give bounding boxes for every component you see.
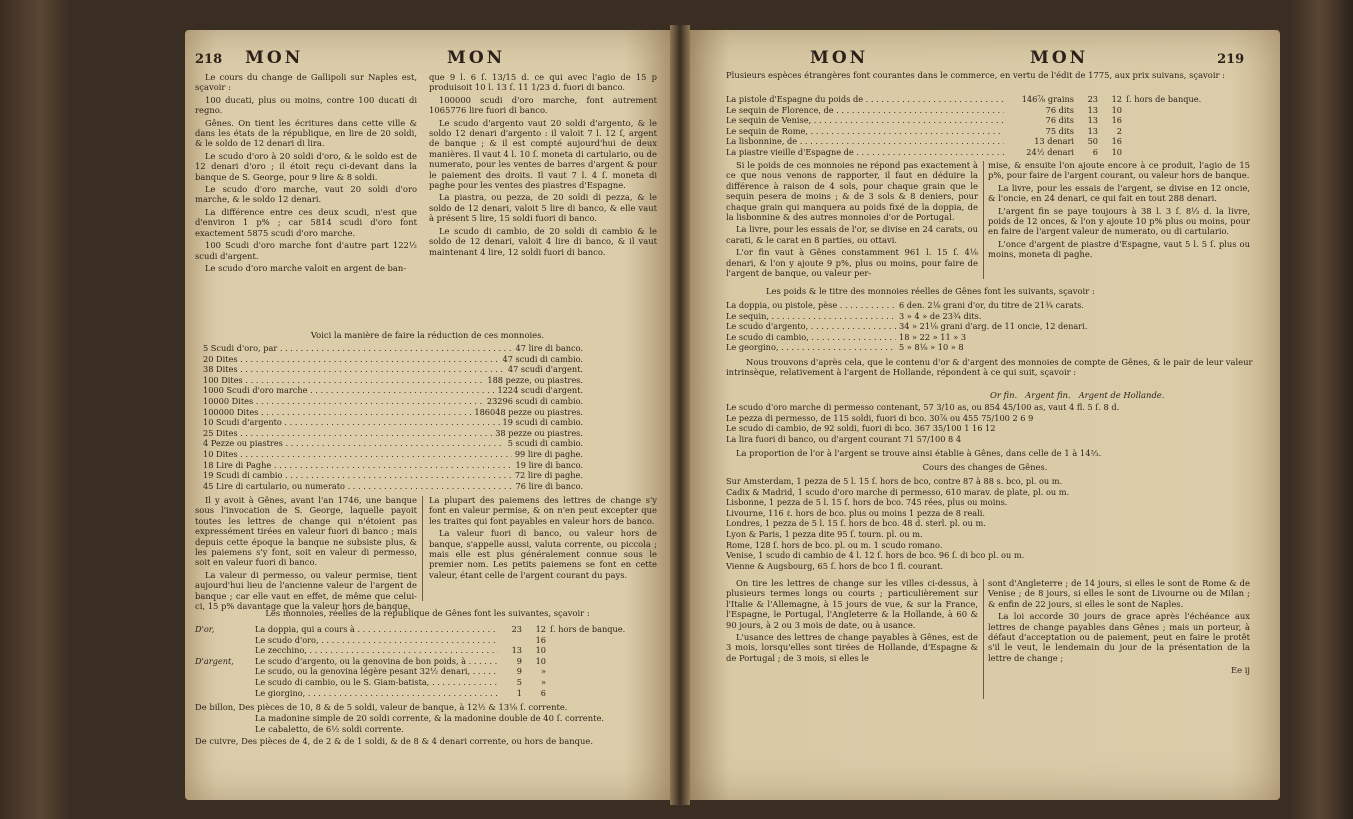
- coin-soldi: 2: [1116, 125, 1122, 136]
- row-label: Le georgino, . . .: [726, 342, 896, 353]
- table-row: [203, 438, 583, 449]
- row-label: 10000 Dites . . .: [203, 396, 484, 407]
- table-row: [195, 666, 660, 677]
- cours-table: [726, 476, 1256, 571]
- row-value: 34 » 21⅛ grani d'arg. de 11 oncie, 12 denari.: [899, 321, 1088, 332]
- coin-soldi: »: [540, 666, 546, 677]
- table-row: [203, 449, 583, 460]
- row-label: 10 Scudi d'argento . . .: [203, 417, 500, 428]
- right-bottom-col1: [726, 578, 978, 665]
- row-value: 188 pezze, ou piastres.: [487, 374, 583, 385]
- table-row: [203, 343, 583, 354]
- table-row: [726, 115, 1236, 126]
- coin-name: Le scudo d'oro, . . .: [255, 635, 498, 646]
- coin-note: [1122, 115, 1236, 126]
- table-row: [195, 635, 660, 646]
- table-row: [726, 105, 1236, 116]
- row-value: 72 lire di paghe.: [514, 470, 583, 481]
- coin-note: ſ. hors de banque.: [550, 624, 626, 634]
- row-label: 45 Lire di cartulario, ou numerato . . .: [203, 481, 513, 492]
- row-label: 100 Dites . . .: [203, 375, 484, 386]
- nous-trouvons: Nous trouvons d'après cela, que le contenu d'or & d'argent des monnoies de compte de Gênes, & le pair de leur valeur intrinsèque, relativement à l'argent de Hollande, répondent à ce qui suit, sçavoir :: [726, 357, 1253, 378]
- row-label: 18 Lire di Paghe . . .: [203, 460, 513, 471]
- table-row: [203, 470, 583, 481]
- reduction-table: [203, 343, 583, 491]
- coin-name: La doppia, qui a cours à . . .: [255, 624, 498, 635]
- paragraph: La livre, pour les essais de l'or, se divise en 24 carats, ou carati, & le carat en 8 parties, ou ottavi.: [726, 224, 978, 245]
- row-label: 10 Dites . . .: [203, 449, 512, 460]
- row-label: 20 Dites . . .: [203, 354, 500, 365]
- table-row: Lisbonne, 1 pezza de 5 l. 15 ſ. hors de bco. 745 rées, plus ou moins.: [726, 497, 1008, 508]
- paragraph: La livre, pour les essais de l'argent, se divise en 12 oncie, & l'oncie, en 24 denari, ce qui fait en tout 288 denari.: [988, 182, 1250, 204]
- coin-weight: 76 dits: [1045, 104, 1074, 115]
- right-col1: [726, 160, 978, 280]
- coin-name: Le zecchino, . . .: [255, 645, 498, 656]
- paragraph: que 9 l. 6 ſ. 13/15 d. ce qui avec l'agio de 15 p produisoit 10 l. 13 ſ. 11 1/23 d. fuori di banco.: [429, 72, 657, 93]
- row-label: 5 Scudi d'oro, par . . .: [203, 343, 513, 354]
- row-value: 76 lire di banco.: [515, 480, 583, 491]
- table-row: [195, 624, 660, 635]
- table-row: [203, 375, 583, 386]
- row-value: 19 scudi di cambio.: [502, 417, 583, 428]
- coin-weight: 146⅞ grains: [1021, 94, 1074, 104]
- coin-note: [1122, 126, 1236, 137]
- paragraph: La piastra, ou pezza, de 20 soldi di pezza, & le soldo de 12 denari, valoit 5 lire di banco, & elle vaut à présent 5 lire, 15 soldi fuori di banco.: [429, 192, 657, 224]
- table-row: Le pezza di permesso, de 115 soldi, fuori di bco. 30⅞ ou 455 75/100 2 6 9: [726, 412, 1034, 423]
- coin-weight: 75 dits: [1045, 125, 1074, 136]
- coin-category: [195, 677, 255, 688]
- table-row: Lyon & Paris, 1 pezza dite 95 ſ. tourn. pl. ou m.: [726, 528, 923, 539]
- table-row: [726, 342, 1246, 353]
- coin-lire: 6: [1092, 146, 1098, 157]
- paragraph: Il y avoit à Gênes, avant l'an 1746, une banque sous l'invocation de S. George, laquelle payoit toutes les lettres de change qui n'étoient pas expressément tirées en valeur fuori di banco ; mais depuis cette époque la banque ne subsiste plus, & les paiemens s'y font, soit en valeur di permesso, soit en valeur fuori di banco.: [195, 495, 417, 568]
- paragraph: sont d'Angleterre ; de 14 jours, si elles le sont de Rome & de Venise ; de 8 jours, si elles le sont de Livourne ou de Milan ; & enfin de 22 jours, si elles le sont de Naples.: [988, 578, 1250, 609]
- coin-soldi: 10: [1111, 146, 1122, 157]
- left-header-right: MON: [447, 48, 506, 68]
- table-row: [726, 94, 1236, 105]
- table-row: [195, 656, 660, 667]
- coin-note: [546, 656, 660, 667]
- coin-name: La pistole d'Espagne du poids de . . .: [726, 94, 1004, 105]
- table-row: Le scudo d'oro marche di permesso contenant, 57 3/10 as, ou 854 45/100 as, vaut 4 fl. 5 ſ. 8 d.: [726, 402, 1120, 412]
- coin-name: Le sequin de Venise, . . .: [726, 115, 1004, 126]
- paragraph: Le scudo d'oro à 20 soldi d'oro, & le soldo est de 12 denari d'oro ; il étoit reçu ci-devant dans la banque de S. George, pour 9 lire & 8 soldi.: [195, 150, 417, 182]
- row-value: 23296 scudi di cambio.: [486, 395, 583, 406]
- table-row: [203, 385, 583, 396]
- table-row: [203, 417, 583, 428]
- right-page: [690, 30, 1280, 800]
- left-page-number: 218: [195, 52, 223, 67]
- reduction-title: Voici la manière de faire la réduction de ces monnoies.: [310, 330, 545, 340]
- coin-lire: 1: [516, 687, 522, 698]
- row-label: 1000 Scudi d'oro marche . . .: [203, 385, 494, 396]
- coin-lire: 13: [1087, 125, 1098, 136]
- paragraph: Gênes. On tient les écritures dans cette ville & dans les états de la république, en lire de 20 soldi, & le soldo de 12 denari di lira.: [195, 117, 417, 149]
- right-col2: [988, 160, 1250, 262]
- table-row: [195, 645, 660, 656]
- coin-lire: 9: [516, 666, 522, 677]
- coin-soldi: 12: [535, 624, 546, 634]
- column-rule: [983, 579, 984, 699]
- row-label: 4 Pezze ou piastres . . .: [203, 438, 505, 449]
- coin-soldi: 10: [535, 645, 546, 656]
- table-row: Venise, 1 scudo di cambio de 4 l. 12 ſ. hors de bco. 96 ſ. di bco pl. ou m.: [726, 550, 1025, 561]
- coin-name: Le sequin de Florence, de . . .: [726, 105, 1004, 116]
- table-row: [726, 136, 1236, 147]
- table-row: Cadix & Madrid, 1 scudo d'oro marche di permesso, 610 marav. de plate, pl. ou m.: [726, 486, 1070, 497]
- right-header-right: MON: [1030, 48, 1089, 68]
- row-label: 100000 Dites . . .: [203, 407, 471, 418]
- left-col1: [195, 72, 417, 275]
- left-lower-col1: [195, 495, 417, 613]
- paragraph: L'usance des lettres de change payables à Gênes, est de 3 mois, lorsqu'elles sont tirées de Hollande, d'Espagne & de Portugal ; de 3 mois, si elles le: [726, 632, 978, 663]
- coin-name: Le scudo di cambio, ou le S. Giam-batista, . . .: [255, 677, 498, 688]
- coin-soldi: 10: [1111, 104, 1122, 115]
- row-label: Le scudo di cambio, . . .: [726, 332, 896, 343]
- paragraph: La différence entre ces deux scudi, n'est que d'environ 1 p% ; car 5814 scudi d'oro font exactement 5875 scudi d'oro marche.: [195, 206, 417, 238]
- row-label: 38 Dites . . .: [203, 364, 505, 375]
- right-header-left: MON: [810, 48, 869, 68]
- paragraph: L'argent fin se paye toujours à 38 l. 3 ſ. 8⅓ d. la livre, poids de 12 onces, & l'on y ajoute 10 p% plus ou moins, pour en faire de l'argent valeur de numerato, ou di cartulario.: [988, 205, 1250, 237]
- coin-lire: 5: [516, 676, 522, 687]
- row-label: Le scudo d'argento, . . .: [726, 321, 896, 332]
- row-value: 6 den. 2⅛ grani d'or, du titre de 21¾ carats.: [899, 300, 1084, 310]
- left-header-left: MON: [245, 48, 304, 68]
- paragraph: On tire les lettres de change sur les villes ci-dessus, à plusieurs termes longs ou courts ; particulièrement sur l'Italie & l'Allemagne, à 15 jours de vue, & sur la France, l'Espagne, le Portugal, l'Angleterre & la Hollande, à 60 & 90 jours, à 2 ou 3 mois de date, ou à usance.: [726, 578, 978, 630]
- monnoies-title: Les monnoies, réelles de la république de Gênes font les suivantes, sçavoir :: [265, 608, 590, 618]
- paragraph: Si le poids de ces monnoies ne répond pas exactement à ce que nous venons de rapporter, il faut en déduire la différence à raison de 4 sols, pour chaque grain que le sequin pesera de moins ; & de 3 sols & 8 deniers, pour chaque grain qui manquera au poids fixé de la doppia, de la lisbonnine & des autres monnoies d'or de Portugal.: [726, 160, 978, 223]
- row-value: 47 scudi d'argent.: [507, 364, 583, 375]
- coin-weight: 13 denari: [1034, 136, 1074, 147]
- coin-note: ſ. hors de banque.: [1126, 94, 1202, 104]
- table-row: [203, 396, 583, 407]
- left-lower-col2: [429, 495, 657, 582]
- paragraph: La plupart des paiemens des lettres de change s'y font en valeur permise, & on n'en peut excepter que les traites qui font payables en valeur hors de banco.: [429, 495, 657, 526]
- table-row: [203, 428, 583, 439]
- left-col2: [429, 72, 657, 259]
- coin-name: Le scudo, ou la genovina légère pesant 32½ denari, . . .: [255, 666, 498, 677]
- coin-name: Le scudo d'argento, ou la genovina de bon poids, à . . .: [255, 656, 498, 667]
- coin-category: [195, 688, 255, 699]
- paragraph: Le scudo d'oro marche, vaut 20 soldi d'oro marche, & le soldo 12 denari.: [195, 184, 417, 205]
- coin-lire: [498, 635, 522, 646]
- cuivre-line: De cuivre, Des pièces de 4, de 2 & de 1 soldi, & de 8 & 4 denari corrente, ou hors de banque.: [195, 736, 593, 746]
- table-row: [203, 407, 583, 418]
- row-label: La doppia, ou pistole, pèse . . .: [726, 300, 896, 311]
- coin-note: [546, 635, 660, 646]
- coin-note: [546, 688, 660, 699]
- coin-lire: 13: [511, 645, 522, 656]
- cabaletto-line: Le cabaletto, de 6½ soldi corrente.: [255, 724, 404, 734]
- table-row: La lira fuori di banco, ou d'argent courant 71 57/100 8 4: [726, 433, 962, 444]
- coin-category: D'argent,: [195, 655, 234, 666]
- coin-weight: 24½ denari: [1026, 146, 1074, 157]
- coin-category: [195, 666, 255, 677]
- paragraph: La valeur fuori di banco, ou valeur hors de banque, s'appelle aussi, valuta corrente, ou piccola ; mais elle est plus généralement connue sous le premier nom. Les petits paiemens se font en cette valeur, étant celle de l'argent courant du pays.: [429, 528, 657, 580]
- titre-table: [726, 300, 1246, 353]
- coin-soldi: 6: [540, 687, 546, 698]
- coin-lire: 50: [1087, 136, 1098, 147]
- row-value: 38 pezze ou piastres.: [495, 427, 583, 438]
- table-row: [203, 354, 583, 365]
- coin-name: Le giorgino, . . .: [255, 688, 498, 699]
- table-row: [195, 688, 660, 699]
- coin-lire: 13: [1087, 115, 1098, 126]
- row-value: 47 lire di banco.: [515, 343, 583, 353]
- pair-table: [726, 402, 1256, 444]
- row-value: 5 » 8⅛ » 10 » 8: [899, 342, 964, 353]
- book-gutter: [670, 25, 690, 805]
- paragraph: 100000 scudi d'oro marche, font autrement 1065776 lire fuori di banco.: [429, 94, 657, 116]
- paragraph: Le scudo di cambio, de 20 soldi di cambio & le soldo de 12 denari, valoit 4 lire di banco, & il vaut maintenant 4 lire, 12 soldi fuori di banco.: [429, 225, 657, 257]
- coin-note: [1122, 136, 1236, 147]
- table-row: [203, 364, 583, 375]
- coin-note: [1122, 105, 1236, 116]
- right-bottom-col2: [988, 578, 1250, 678]
- table-row: [195, 677, 660, 688]
- row-value: 18 » 22 » 11 » 3: [899, 331, 967, 342]
- table-row: Le scudo di cambio, de 92 soldi, fuori di bco. 367 35/100 1 16 12: [726, 423, 996, 434]
- coin-soldi: 10: [535, 655, 546, 666]
- coin-note: [1122, 147, 1236, 158]
- paragraph: L'once d'argent de piastre d'Espagne, vaut 5 l. 5 ſ. plus ou moins, moneta di paghe.: [988, 238, 1250, 260]
- paragraph: La loi accorde 30 jours de grace après l'échéance aux lettres de change payables dans Gênes ; mais un porteur, à défaut d'acceptation ou de paiement, peut en faire le protêt s'il le veut, le lendemain du jour de la présentation de la lettre de change ;: [988, 611, 1250, 663]
- row-value: 186048 pezze ou piastres.: [474, 406, 583, 417]
- row-value: 3 » 4 » de 23¾ dits.: [899, 310, 982, 321]
- row-value: 19 lire di banco.: [515, 459, 583, 470]
- row-label: Le sequin, . . .: [726, 311, 896, 322]
- row-value: 5 scudi di cambio.: [507, 438, 583, 449]
- coin-lire: 23: [511, 624, 522, 634]
- paragraph: Le cours du change de Gallipoli sur Naples est, sçavoir :: [195, 72, 417, 93]
- titre-title: Les poids & le titre des monnoies réelles de Gênes font les suivants, sçavoir :: [766, 286, 1095, 296]
- coin-category: D'or,: [195, 624, 215, 634]
- paragraph: La valeur di permesso, ou valeur permise, tient aujourd'hui lieu de l'ancienne valeur de l'argent de banque ; car elle vaut en effet, de même que celui-ci, 15 p% davantage que la valeur hors de banque.: [195, 569, 417, 612]
- coin-lire: 9: [516, 655, 522, 666]
- table-row: [726, 311, 1246, 322]
- row-label: 19 Scudi di cambio . . .: [203, 470, 512, 481]
- paragraph: L'or fin vaut à Gênes constamment 961 l. 15 ſ. 4⅛ denari, & l'on y ajoute 9 p%, plus ou moins, pour faire de l'argent de banque, ou valeur per-: [726, 247, 978, 279]
- row-value: 99 lire di paghe.: [514, 448, 583, 459]
- billon-line: De billon, Des pièces de 10, 8 & de 5 soldi, valeur de banque, à 12½ & 13⅛ ſ. corrente.: [195, 702, 568, 712]
- coin-note: [546, 677, 660, 688]
- row-value: 1224 scudi d'argent.: [497, 385, 583, 396]
- table-row: [726, 332, 1246, 343]
- column-rule: [422, 496, 423, 601]
- catchword: Ee ij: [1230, 665, 1250, 676]
- paragraph: mise, & ensuite l'on ajoute encore à ce produit, l'agio de 15 p%, pour faire de l'argent courant, ou valeur hors de banque.: [988, 160, 1250, 181]
- table-row: [726, 147, 1236, 158]
- paragraph: 100 Scudi d'oro marche font d'autre part 122½ scudi d'argent.: [195, 240, 417, 261]
- intro-text: Plusieurs espèces étrangères font courantes dans le commerce, en vertu de l'édit de 1775, aux prix suivans, sçavoir :: [726, 70, 1225, 80]
- coin-category: [195, 635, 255, 646]
- table-row: [726, 321, 1246, 332]
- right-page-number: 219: [1217, 52, 1245, 67]
- coin-name: La lisbonnine, de . . .: [726, 136, 1004, 147]
- column-rule: [983, 161, 984, 279]
- paragraph: 100 ducati, plus ou moins, contre 100 ducati di regno.: [195, 94, 417, 116]
- coin-weight: 76 dits: [1045, 115, 1074, 126]
- row-label: 25 Dites . . .: [203, 428, 492, 439]
- table-row: [726, 300, 1246, 311]
- table-row: Rome, 128 ſ. hors de bco. pl. ou m. 1 scudo romano.: [726, 539, 943, 550]
- coin-soldi: 16: [1111, 115, 1122, 126]
- proportion-text: La proportion de l'or à l'argent se trouve ainsi établie à Gênes, dans celle de 1 à 14⅔.: [736, 448, 1102, 458]
- madonine-line: La madonine simple de 20 soldi corrente, & la madonine double de 40 ſ. corrente.: [255, 713, 605, 723]
- monnoies-table: [195, 624, 660, 698]
- coin-lire: 13: [1087, 104, 1098, 115]
- table-row: [726, 126, 1236, 137]
- table-row: Sur Amsterdam, 1 pezza de 5 l. 15 ſ. hors de bco, contre 87 à 88 s. bco, pl. ou m.: [726, 476, 1063, 486]
- coin-soldi: 16: [535, 634, 546, 645]
- cours-title: Cours des changes de Gênes.: [922, 462, 1048, 472]
- paragraph: Le scudo d'argento vaut 20 soldi d'argento, & le soldo 12 denari d'argento : il valoit 7 l. 12 ſ, argent de banque ; & il est compté aujourd'hui de deux manières. Il vaut 4 l. 10 ſ. moneta di cartulario, ou de numerato, pour les ventes de barres d'argent & pour le paiement des droits. Il vaut 7 l. 4 ſ. moneta di paghe pour les ventes des piastres d'Espagne.: [429, 117, 657, 191]
- coin-soldi: 12: [1111, 94, 1122, 104]
- coin-soldi: 16: [1111, 136, 1122, 147]
- table-row: [203, 460, 583, 471]
- coin-note: [546, 645, 660, 656]
- table-row: Livourne, 116 ℓ. hors de bco. plus ou moins 1 pezza de 8 reali.: [726, 507, 986, 518]
- table-row: Londres, 1 pezza de 5 l. 15 ſ. hors de bco. 48 d. sterl. pl. ou m.: [726, 518, 986, 529]
- coin-lire: 23: [1087, 94, 1098, 104]
- left-page: [185, 30, 670, 800]
- coin-note: [546, 666, 660, 677]
- foreign-coins-table: [726, 94, 1236, 158]
- table-row: Vienne & Augsbourg, 65 ſ. hors de bco 1 fl. courant.: [726, 560, 944, 571]
- coin-name: Le sequin de Rome, . . .: [726, 126, 1004, 137]
- pair-header: Or fin. Argent fin. Argent de Hollande.: [990, 390, 1165, 400]
- paragraph: Le scudo d'oro marche valoit en argent de ban-: [205, 262, 407, 273]
- row-value: 47 scudi di cambio.: [502, 353, 583, 364]
- coin-name: La piastre vieille d'Espagne de . . .: [726, 147, 1004, 158]
- coin-category: [195, 645, 255, 656]
- table-row: [203, 481, 583, 492]
- coin-soldi: »: [540, 676, 546, 687]
